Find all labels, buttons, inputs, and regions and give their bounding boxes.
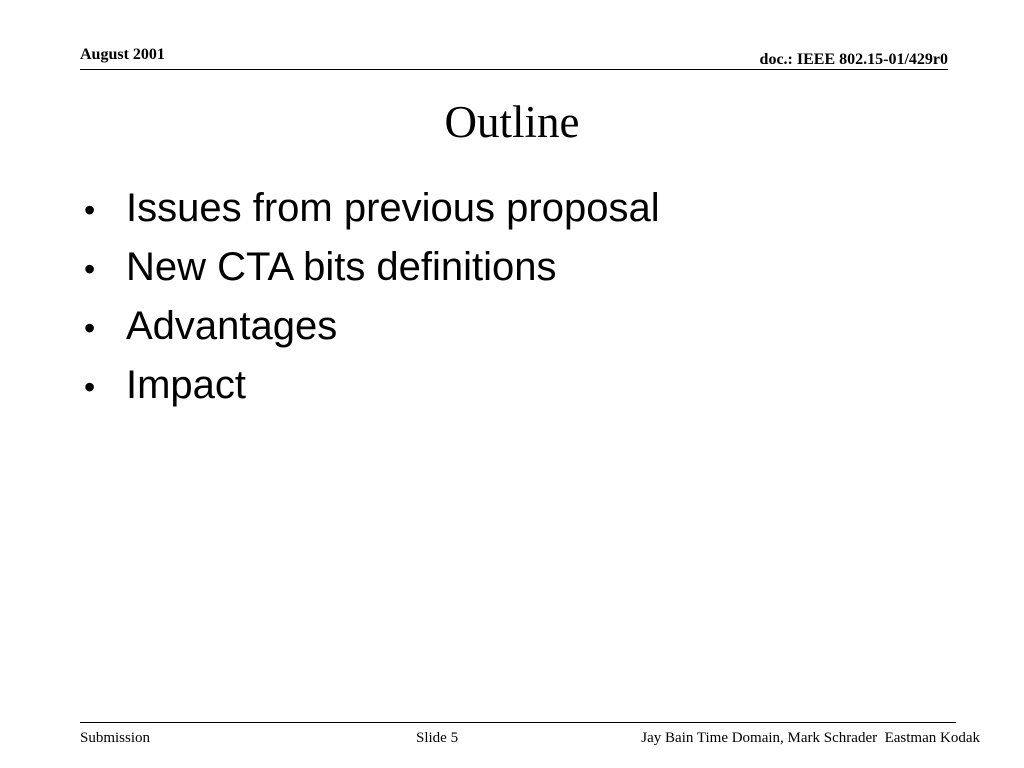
header-date: August 2001	[80, 46, 165, 63]
bullet-text: Issues from previous proposal	[126, 186, 660, 230]
header-doc-id: doc.: IEEE 802.15-01/429r0	[759, 51, 948, 68]
bullet-item	[84, 241, 660, 300]
slide-title: Outline	[444, 97, 580, 147]
bullet-list	[84, 182, 660, 418]
bullet-icon: •	[84, 310, 96, 346]
bullet-icon: •	[84, 251, 96, 287]
bullet-text: New CTA bits definitions	[126, 245, 557, 289]
bullet-text: Advantages	[126, 304, 338, 348]
footer-authors: Jay Bain Time Domain, Mark Schrader Eastman Kodak	[641, 730, 980, 746]
bullet-text: Impact	[126, 363, 247, 407]
bullet-icon: •	[84, 369, 96, 405]
footer-slide-number: Slide 5	[416, 730, 459, 746]
header-divider	[80, 69, 948, 70]
bullet-item	[84, 182, 660, 241]
bullet-item	[84, 359, 660, 418]
bullet-item	[84, 300, 660, 359]
footer-divider	[80, 722, 956, 723]
footer-submission: Submission	[80, 730, 151, 746]
bullet-icon: •	[84, 192, 96, 228]
